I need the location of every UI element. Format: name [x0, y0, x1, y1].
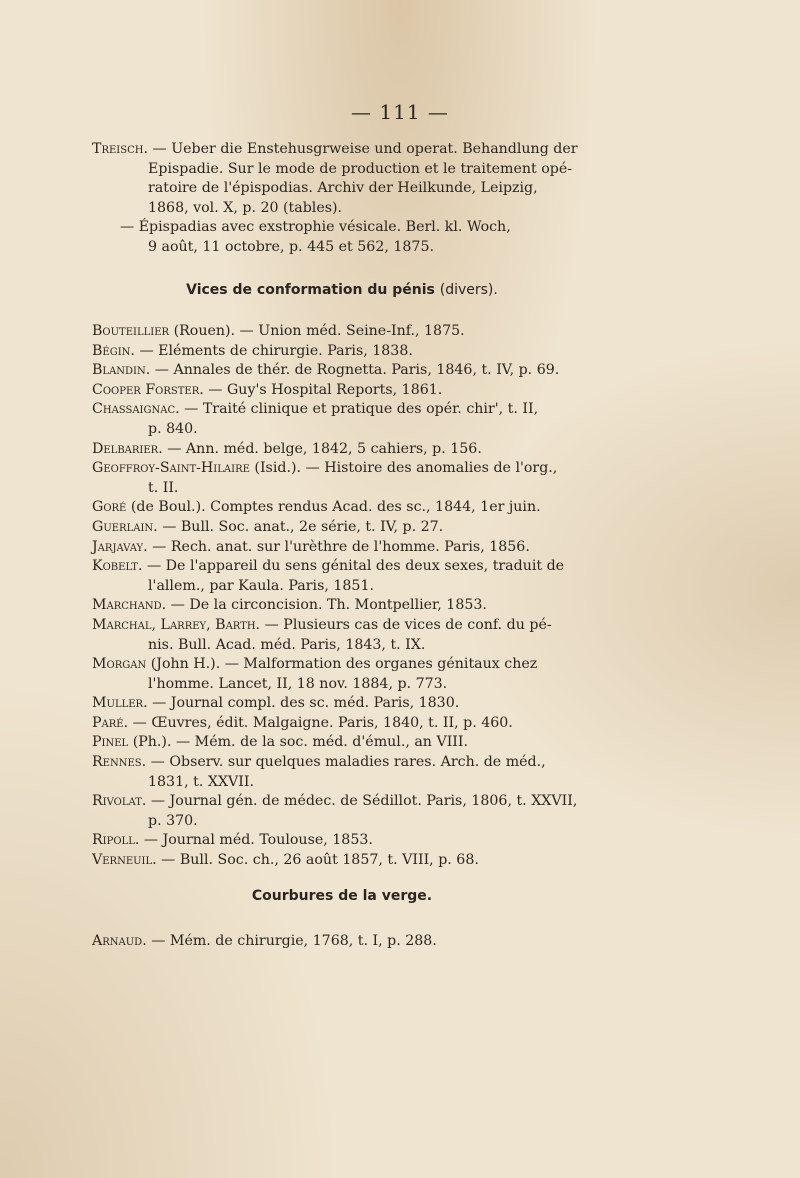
- entry-continuation: Epispadie. Sur le mode de production et le traitement opé-: [148, 160, 573, 177]
- entry-first-line: [92, 519, 443, 535]
- bibliography-entry: [92, 714, 592, 734]
- entry-author: Blandin.: [92, 362, 151, 379]
- bibliography-entry: [92, 753, 592, 792]
- entry-first-line: [92, 362, 559, 378]
- entry-first-line: [92, 323, 465, 339]
- entry-first-line: [92, 441, 482, 457]
- entry-continuation: 1868, vol. X, p. 20 (tables).: [148, 199, 343, 216]
- entry-author: Verneuil.: [92, 852, 157, 869]
- entry-text: (de Boul.). Comptes rendus Acad. des sc., 1844, 1er juin.: [130, 499, 541, 516]
- bibliography-entry: [92, 557, 592, 596]
- entry-continuation: 9 août, 11 octobre, p. 445 et 562, 1875.: [148, 238, 434, 255]
- entry-author: Bégin.: [92, 342, 135, 359]
- bibliography-entry: [92, 218, 592, 257]
- entry-text: — Journal méd. Toulouse, 1853.: [143, 832, 373, 849]
- entry-author: Paré.: [92, 714, 129, 731]
- entry-continuation: p. 840.: [148, 420, 198, 437]
- entry-author: Delbarier.: [92, 440, 163, 457]
- entry-continuation: l'homme. Lancet, II, 18 nov. 1884, p. 773.: [148, 675, 448, 692]
- entry-author: Geoffroy-Saint-Hilaire: [92, 460, 250, 477]
- bibliography-entry: [92, 932, 592, 952]
- entry-text: — Bull. Soc. anat., 2e série, t. IV, p. 27.: [162, 518, 444, 535]
- bibliography-entry: [92, 322, 592, 342]
- bibliography-entry: [92, 518, 592, 538]
- entry-first-line: [92, 656, 537, 672]
- bibliography-entry: [92, 792, 592, 831]
- entry-continuation: t. II.: [148, 479, 179, 496]
- entry-text: (Isid.). — Histoire des anomalies de l'org.,: [254, 460, 558, 477]
- bibliography-entry: [92, 596, 592, 616]
- section-heading-vices-bold: Vices de conformation du pénis: [186, 282, 435, 298]
- entry-author: Treisch.: [92, 141, 148, 157]
- entry-author: Arnaud.: [92, 933, 147, 949]
- section-heading-vices-normal: (divers).: [439, 282, 498, 298]
- entry-author: Chassaignac.: [92, 401, 180, 418]
- entry-text: (Ph.). — Mém. de la soc. méd. d'émul., an VIII.: [132, 734, 469, 751]
- entry-author: Ripoll.: [92, 832, 140, 849]
- bibliography-entry: [92, 851, 592, 871]
- entry-text: — Mém. de chirurgie, 1768, t. I, p. 288.: [151, 933, 437, 949]
- entry-first-line: [92, 933, 437, 949]
- entry-continuation: 1831, t. XXVII.: [148, 773, 255, 790]
- entry-continuation: l'allem., par Kaula. Paris, 1851.: [148, 577, 374, 594]
- bibliography-entry: [92, 459, 592, 498]
- entry-first-line: [92, 734, 468, 750]
- entry-first-line: [92, 539, 530, 555]
- bibliography-entry: [92, 342, 592, 362]
- entry-text: — Observ. sur quelques maladies rares. Arch. de méd.,: [150, 754, 546, 771]
- bibliography-entry: [92, 694, 592, 714]
- entry-author: Kobelt.: [92, 558, 143, 575]
- entry-author: Marchand.: [92, 597, 167, 614]
- page-number: — 111 —: [351, 100, 449, 124]
- entry-text: — Guy's Hospital Reports, 1861.: [208, 381, 443, 398]
- bibliography-entry: [92, 616, 592, 655]
- entry-first-line: [92, 219, 511, 235]
- bibliography-block-courbures: [92, 932, 592, 952]
- entry-first-line: [92, 597, 487, 613]
- entry-first-line: [92, 617, 552, 633]
- entry-continuation: nis. Bull. Acad. méd. Paris, 1843, t. IX.: [148, 636, 426, 653]
- entry-continuation: p. 370.: [148, 812, 198, 829]
- entry-text: — Bull. Soc. ch., 26 août 1857, t. VIII, p. 68.: [161, 852, 479, 869]
- entry-author: Cooper Forster.: [92, 381, 204, 398]
- bibliography-block-vices: [92, 322, 592, 871]
- bibliography-block-epispadias: [92, 140, 592, 258]
- bibliography-entry: [92, 538, 592, 558]
- entry-author: Bouteillier: [92, 323, 170, 339]
- entry-first-line: [92, 499, 541, 515]
- entry-author: Rivolat.: [92, 793, 147, 810]
- entry-text: — Plusieurs cas de vices de conf. du pé-: [264, 616, 552, 633]
- bibliography-entry: [92, 400, 592, 439]
- section-heading-courbures-bold: Courbures de la verge.: [251, 888, 433, 904]
- entry-first-line: [92, 460, 557, 476]
- entry-text: (Rouen). — Union méd. Seine-Inf., 1875.: [173, 323, 465, 339]
- entry-author: Rennes.: [92, 754, 147, 771]
- entry-first-line: [92, 695, 459, 711]
- entry-author: Morgan: [92, 656, 147, 673]
- entry-text: — Traité clinique et pratique des opér. chir', t. II,: [184, 401, 539, 418]
- entry-first-line: [92, 852, 479, 868]
- entry-continuation: ratoire de l'épispodias. Archiv der Heilkunde, Leipzig,: [148, 180, 538, 197]
- entry-first-line: [92, 832, 373, 848]
- entry-text: — De la circoncision. Th. Montpellier, 1853.: [170, 597, 487, 614]
- entry-author: Muller.: [92, 695, 148, 712]
- entry-text: — Ann. méd. belge, 1842, 5 cahiers, p. 156.: [167, 440, 482, 457]
- entry-first-line: [92, 382, 442, 398]
- section-heading-courbures: [92, 888, 592, 904]
- section-heading-vices: [92, 282, 592, 298]
- entry-text: — Journal compl. des sc. méd. Paris, 1830.: [152, 695, 460, 712]
- entry-text: — Annales de thér. de Rognetta. Paris, 1846, t. IV, p. 69.: [154, 362, 560, 379]
- bibliography-entry: [92, 831, 592, 851]
- entry-first-line: [92, 754, 546, 770]
- bibliography-entry: [92, 361, 592, 381]
- entry-text: — Épispadias avec exstrophie vésicale. Berl. kl. Woch,: [120, 219, 511, 236]
- entry-first-line: [92, 793, 577, 809]
- entry-author: Jarjavay.: [92, 538, 148, 555]
- entry-first-line: [92, 343, 413, 359]
- entry-first-line: [92, 558, 564, 574]
- entry-text: — Journal gén. de médec. de Sédillot. Paris, 1806, t. XXVII,: [150, 793, 578, 810]
- entry-first-line: [92, 141, 578, 157]
- entry-text: — Œuvres, édit. Malgaigne. Paris, 1840, t. II, p. 460.: [132, 714, 513, 731]
- entry-first-line: [92, 401, 538, 417]
- entry-text: — Eléments de chirurgie. Paris, 1838.: [139, 342, 413, 359]
- entry-author: Marchal, Larrey, Barth.: [92, 616, 261, 633]
- bibliography-entry: [92, 655, 592, 694]
- entry-text: (John H.). — Malformation des organes génitaux chez: [150, 656, 538, 673]
- bibliography-entry: [92, 498, 592, 518]
- entry-text: — De l'appareil du sens génital des deux sexes, traduit de: [146, 558, 565, 575]
- bibliography-entry: [92, 440, 592, 460]
- entry-text: — Ueber die Enstehusgrweise und operat. Behandlung der: [152, 141, 578, 157]
- entry-first-line: [92, 715, 513, 731]
- entry-author: Guerlain.: [92, 518, 158, 535]
- entry-text: — Rech. anat. sur l'urèthre de l'homme. Paris, 1856.: [152, 538, 530, 555]
- bibliography-entry: [92, 733, 592, 753]
- bibliography-entry: [92, 140, 592, 218]
- bibliography-entry: [92, 381, 592, 401]
- entry-author: Goré: [92, 499, 127, 516]
- entry-author: Pinel: [92, 734, 129, 751]
